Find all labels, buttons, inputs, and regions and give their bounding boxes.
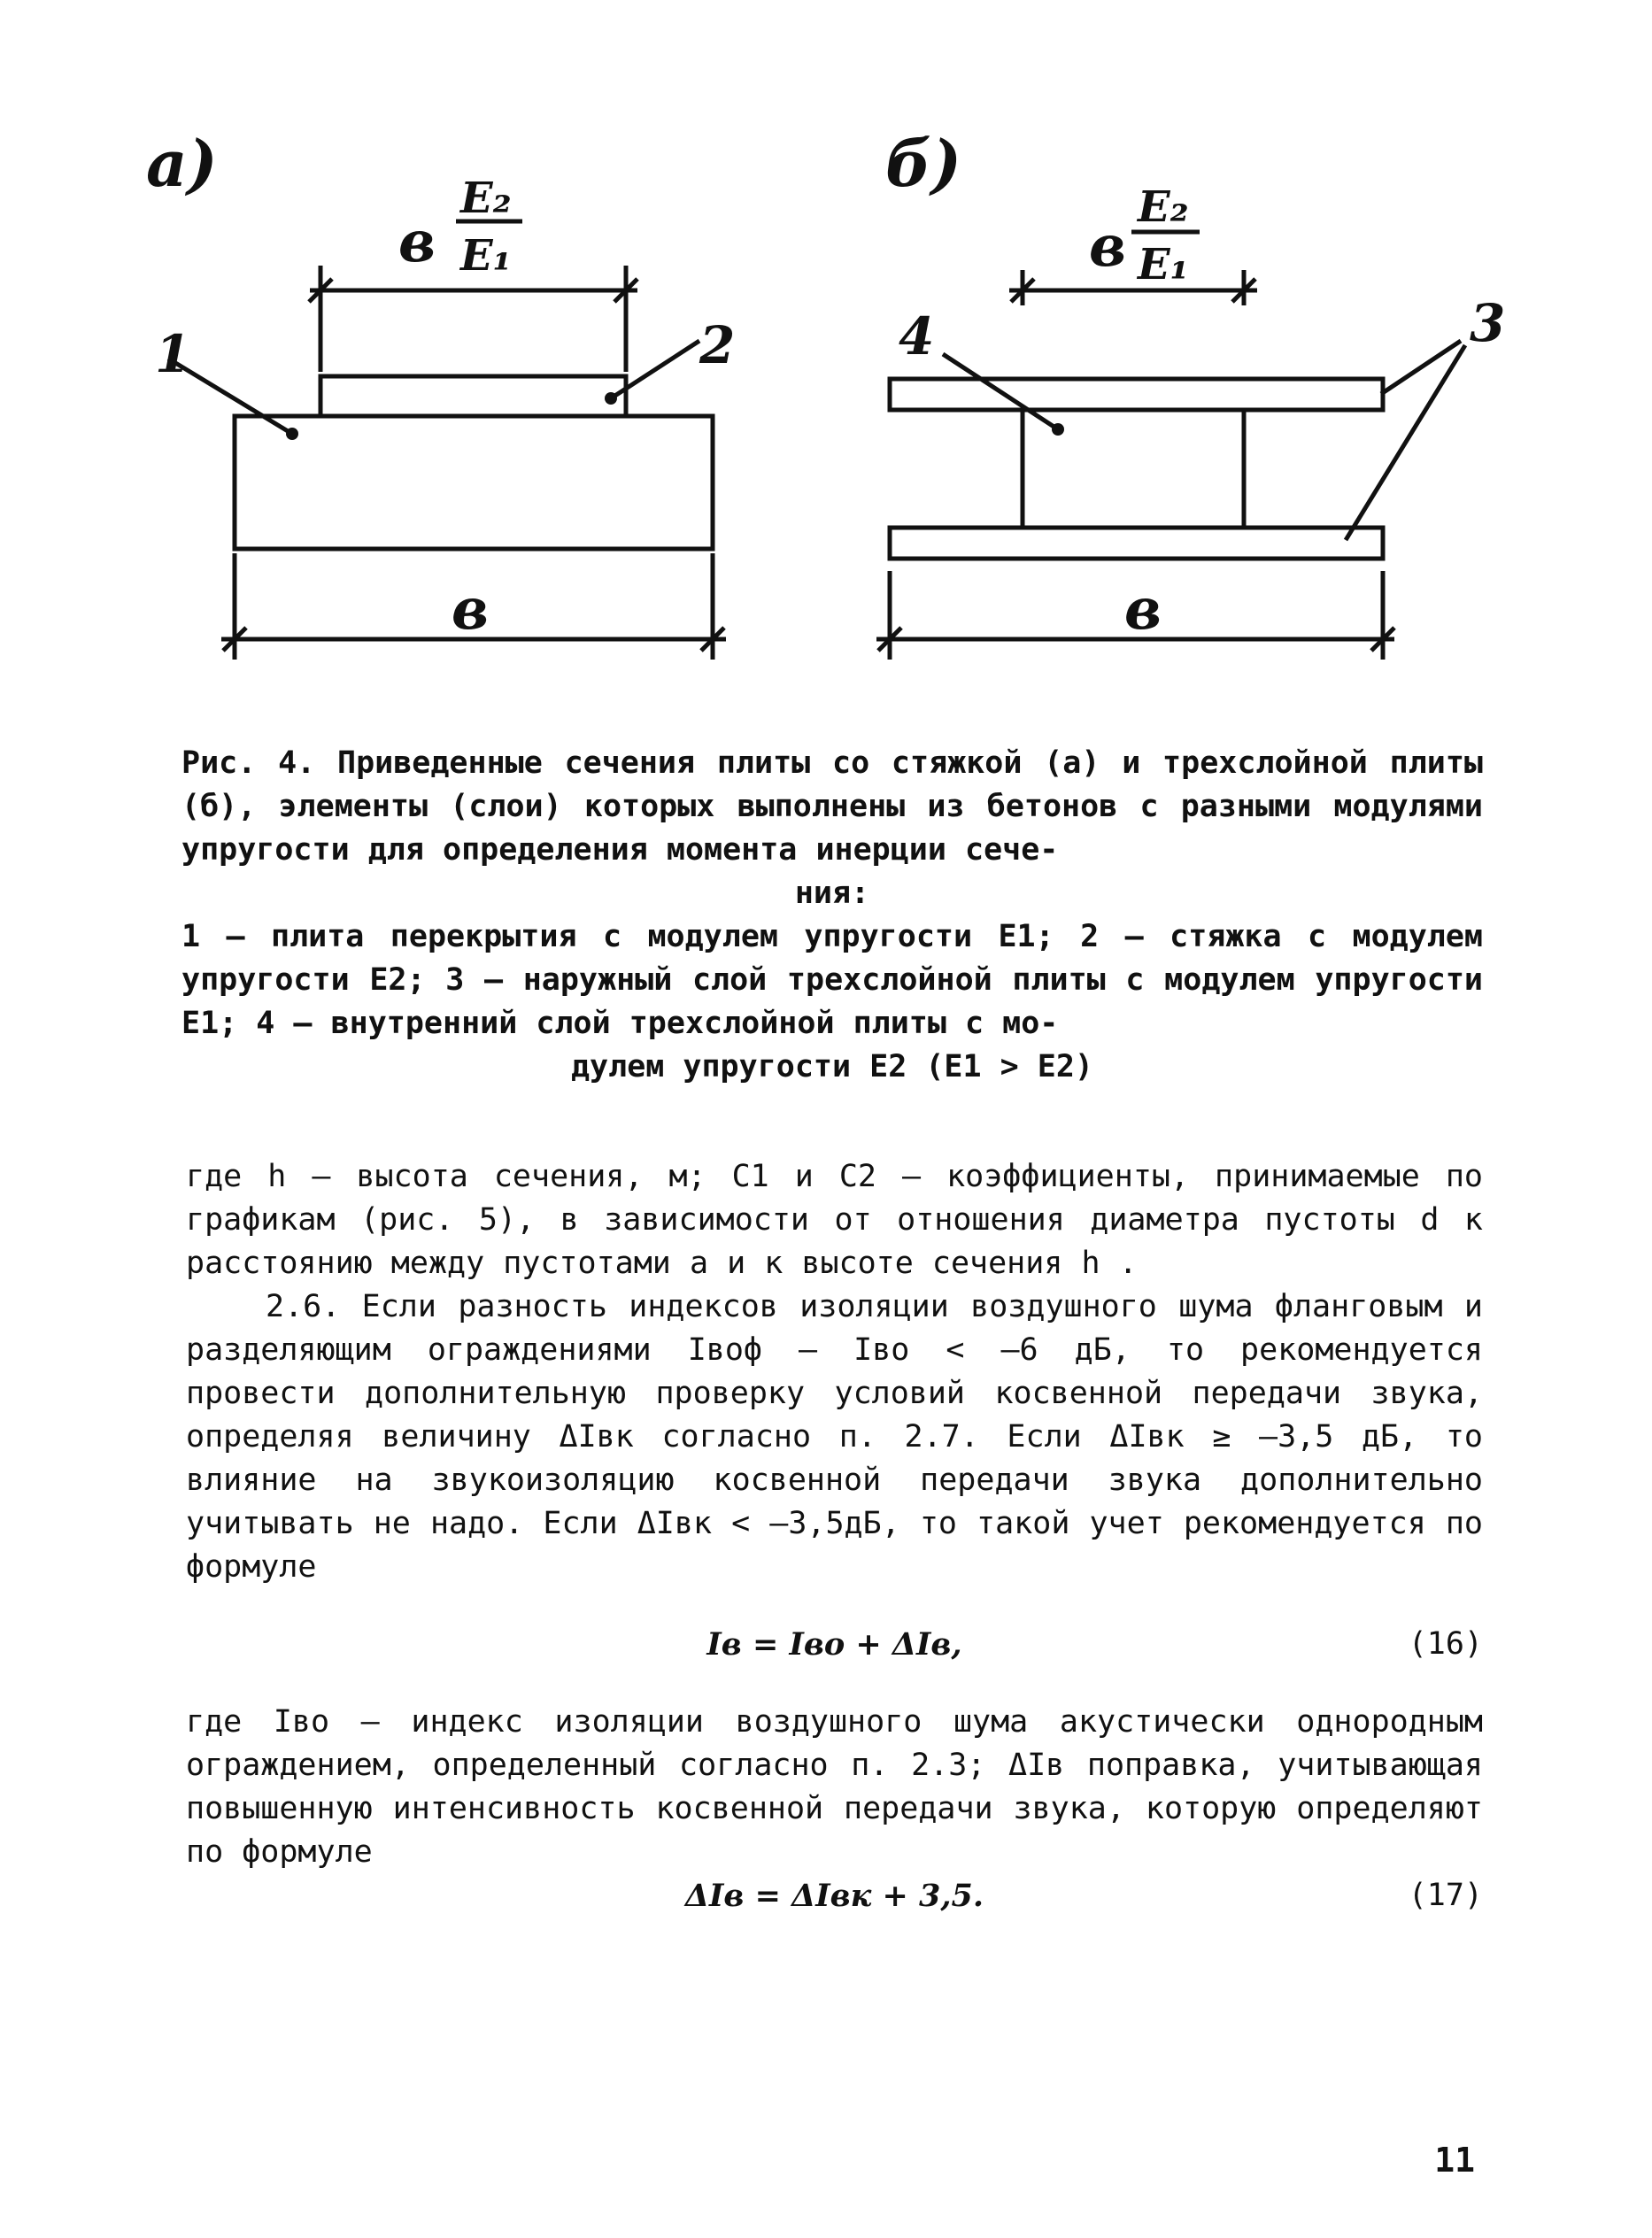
top-layer-rect — [890, 379, 1383, 410]
figure-drawing — [0, 0, 1652, 708]
caption-legend-end: дулем упругости E2 (E1 > E2) — [570, 1049, 1093, 1084]
bottom-layer-rect — [890, 528, 1383, 559]
formula-16-number: (16) — [1408, 1626, 1483, 1662]
page-number: 11 — [1434, 2141, 1475, 2180]
caption-title: Рис. 4. Приведенные сечения плиты со стяжкой (а) и трехслойной плиты (б), элементы (слои) которых выполнены из бетонов с разными модулями упругости для определения момента инерции сече- — [181, 745, 1483, 868]
paragraph-symbols: где h – высота сечения, м; C1 и C2 – коэффициенты, принимаемые по графикам (рис. 5), в зависимости от отношения диаметра пустоты d к расстоянию между пустотами a и к высоте сечения h . — [186, 1159, 1483, 1281]
formula-17-text: ΔIв = ΔIвк + 3,5. — [684, 1878, 984, 1914]
label-4: 4 — [899, 306, 935, 367]
paragraph-2-6: 2.6. Если разность индексов изоляции воздушного шума фланговым и разделяющим ограждениями Iвоф – Iво < –6 дБ, то рекомендуется провести дополнительную проверку условий косвенной передачи звука, определяя величину ΔIвк согласно п. 2.7. Если ΔIвк ≥ –3,5 дБ, то влияние на звукоизоляцию косвенной передачи звука дополнительно учитывать не надо. Если ΔIвк < –3,5дБ, то такой учет рекомендуется по формуле — [186, 1289, 1483, 1585]
label-3: 3 — [1470, 293, 1506, 353]
body-text — [186, 1155, 1483, 1936]
formula-17 — [186, 1874, 1483, 1936]
label-2: 2 — [699, 315, 736, 375]
label-1: 1 — [155, 324, 191, 384]
svg-text:E₂: E₂ — [1138, 182, 1189, 232]
svg-text:E₂: E₂ — [460, 174, 512, 223]
svg-text:в: в — [398, 209, 436, 275]
caption-title-end: ния: — [794, 876, 870, 911]
formula-17-number: (17) — [1408, 1878, 1483, 1913]
figure-caption — [181, 742, 1483, 1089]
dim-b-label-a: в — [452, 576, 490, 643]
panel-a-label: а) — [146, 126, 218, 201]
svg-text:E₁: E₁ — [1138, 240, 1189, 289]
formula-16 — [186, 1623, 1483, 1685]
paragraph-where: где Iво – индекс изоляции воздушного шума акустически однородным ограждением, определенный согласно п. 2.3; ΔIв поправка, учитывающая повышенную интенсивность косвенной передачи звука, которую определяют по формуле — [186, 1704, 1483, 1870]
slab-a-rect — [235, 416, 713, 549]
svg-text:E₁: E₁ — [460, 231, 512, 281]
formula-16-text: Iв = Iво + ΔIв, — [706, 1626, 962, 1663]
svg-text:в: в — [1089, 213, 1127, 280]
dim-b-label-b: в — [1124, 576, 1162, 643]
caption-legend: 1 – плита перекрытия с модулем упругости E1; 2 – стяжка с модулем упругости E2; 3 – наружный слой трехслойной плиты с модулем упругости E1; 4 – внутренний слой трехслойной плиты с мо- — [181, 919, 1483, 1041]
figure-4 — [0, 0, 1652, 708]
panel-b-label: б) — [885, 126, 962, 201]
screed-rect — [320, 376, 626, 416]
